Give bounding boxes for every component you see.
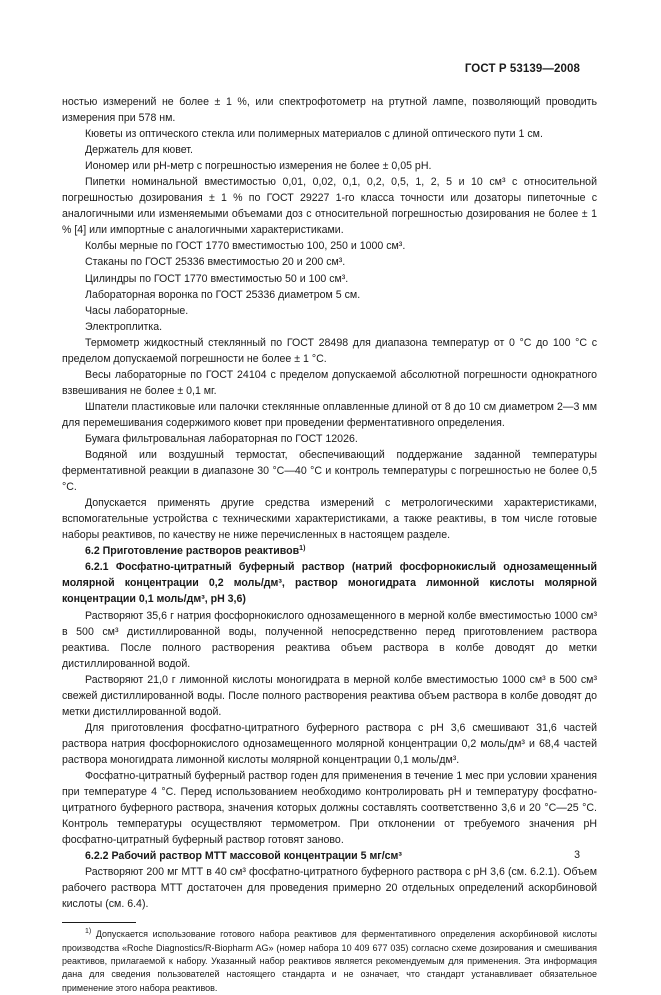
footnote-text: Допускается использование готового набора реактивов для ферментативного определения аскорбиновой кислоты производства «Roche Diagnostics/R-Biopharm AG» (номер набора 10 409 677 035) согласно схеме дозирования и смешивания реактивов, прилагаемой к набору. Указанный набор реактивов является рекомендуемым для применения. Эта информация дана для сведения пользователей настоящего стандарта и не означает, что стандарт устанавливает обязательное применение этого набора реактивов. [62, 929, 597, 993]
page-number: 3 [574, 849, 580, 861]
paragraph: Для приготовления фосфатно-цитратного буферного раствора с рН 3,6 смешивают 31,6 частей раствора натрия фосфорнокислого однозамещенного молярной концентрации 0,2 моль/дм³ и 68,4 частей раствора моногидрата лимонной кислоты молярной концентрации 0,1 моль/дм³. [62, 721, 597, 766]
paragraph: Растворяют 21,0 г лимонной кислоты моногидрата в мерной колбе вместимостью 1000 см³ в 500 см³ свежей дистиллированной воды. После полного растворения реактива объем раствора в колбе доводят до метки дистиллированной водой. [62, 673, 597, 718]
paragraph: Держатель для кювет. [85, 144, 193, 157]
footnote-divider [62, 922, 136, 923]
footnote [62, 928, 597, 994]
paragraph: Пипетки номинальной вместимостью 0,01, 0,02, 0,1, 0,2, 0,5, 1, 2, 5 и 10 см³ с относительной погрешностью дозирования ± 1 % по ГОСТ 29227 1-го класса точности или дозаторы пипеточные с аналогичными или изменяемыми объемами доз с относительной погрешностью дозирования не более ± 1 % [4] или импортные с аналогичными характеристиками. [62, 176, 597, 237]
paragraph: Фосфатно-цитратный буферный раствор годен для применения в течение 1 мес при условии хранения при температуре 4 °С. Перед использованием необходимо контролировать рН и температуру фосфатно-цитратного буферного раствора, значения которых должны составлять соответственно 3,6 и 20 °С—25 °С. Контроль температуры осуществляют термометром. При отклонении от требуемого значения рН фосфатно-цитратный буферный раствор готовят заново. [62, 769, 597, 847]
subsection-heading: 6.2.1 Фосфатно-цитратный буферный раствор (натрий фосфорнокислый однозамещенный молярной концентрации 0,2 моль/дм³, раствор моногидрата лимонной кислоты молярной концентрации 0,1 моль/дм³, рН 3,6) [62, 561, 597, 606]
paragraph: Колбы мерные по ГОСТ 1770 вместимостью 100, 250 и 1000 см³. [85, 240, 406, 253]
paragraph: Растворяют 200 мг МТТ в 40 см³ фосфатно-цитратного буферного раствора с рН 3,6 (см. 6.2.1). Объем рабочего раствора МТТ достаточен для проведения примерно 20 отдельных определений аскорбиновой кислоты (см. 6.4). [62, 866, 597, 911]
paragraph: Весы лабораторные по ГОСТ 24104 с пределом допускаемой абсолютной погрешности однократного взвешивания не более ± 0,1 мг. [62, 368, 597, 397]
paragraph: Иономер или рН-метр с погрешностью измерения не более ± 0,05 рН. [85, 160, 432, 173]
paragraph: Цилиндры по ГОСТ 1770 вместимостью 50 и 100 см³. [85, 272, 349, 285]
paragraph: Кюветы из оптического стекла или полимерных материалов с длиной оптического пути 1 см. [85, 128, 543, 141]
footnote-marker: 1) [85, 928, 92, 936]
paragraph: ностью измерений не более ± 1 %, или спектрофотометр на ртутной лампе, позволяющий проводить измерения при 578 нм. [62, 96, 597, 125]
paragraph: Шпатели пластиковые или палочки стеклянные оплавленные длиной от 8 до 10 см диаметром 2—3 мм для перемешивания содержимого кювет при проведении ферментативного определения. [62, 400, 597, 429]
paragraph: Допускается применять другие средства измерений с метрологическими характеристиками, вспомогательные устройства с техническими характеристиками, а также реактивы, в том числе готовые наборы реактивов, по качеству не ниже перечисленных в настоящем разделе. [62, 497, 597, 542]
section-heading-text: 6.2 Приготовление растворов реактивов [85, 545, 300, 558]
footnote-ref: 1) [299, 545, 306, 553]
paragraph: Растворяют 35,6 г натрия фосфорнокислого однозамещенного в мерной колбе вместимостью 1000 см³ в 500 см³ дистиллированной воды, полученной непосредственно перед приготовлением раствора реактива. После полного растворения реактива объем раствора в колбе доводят до метки дистиллированной водой. [62, 609, 597, 670]
document-header: ГОСТ Р 53139—2008 [464, 63, 580, 75]
paragraph: Бумага фильтровальная лабораторная по ГОСТ 12026. [85, 432, 358, 445]
paragraph: Термометр жидкостный стеклянный по ГОСТ 28498 для диапазона температур от 0 °С до 100 °С с пределом допускаемой погрешности не более ± 1 °С. [62, 336, 597, 365]
paragraph: Часы лабораторные. [85, 304, 189, 317]
paragraph: Водяной или воздушный термостат, обеспечивающий поддержание заданной температуры ферментативной реакции в диапазоне 30 °С—40 °С и контроль температуры с погрешностью не более 0,5 °С. [62, 449, 597, 494]
paragraph: Стаканы по ГОСТ 25336 вместимостью 20 и 200 см³. [85, 256, 346, 269]
paragraph: Электроплитка. [85, 320, 163, 333]
subsection-heading: 6.2.2 Рабочий раствор МТТ массовой концентрации 5 мг/см³ [85, 850, 402, 863]
paragraph: Лабораторная воронка по ГОСТ 25336 диаметром 5 см. [85, 288, 361, 301]
section-heading [62, 543, 597, 559]
document-body [62, 94, 597, 995]
